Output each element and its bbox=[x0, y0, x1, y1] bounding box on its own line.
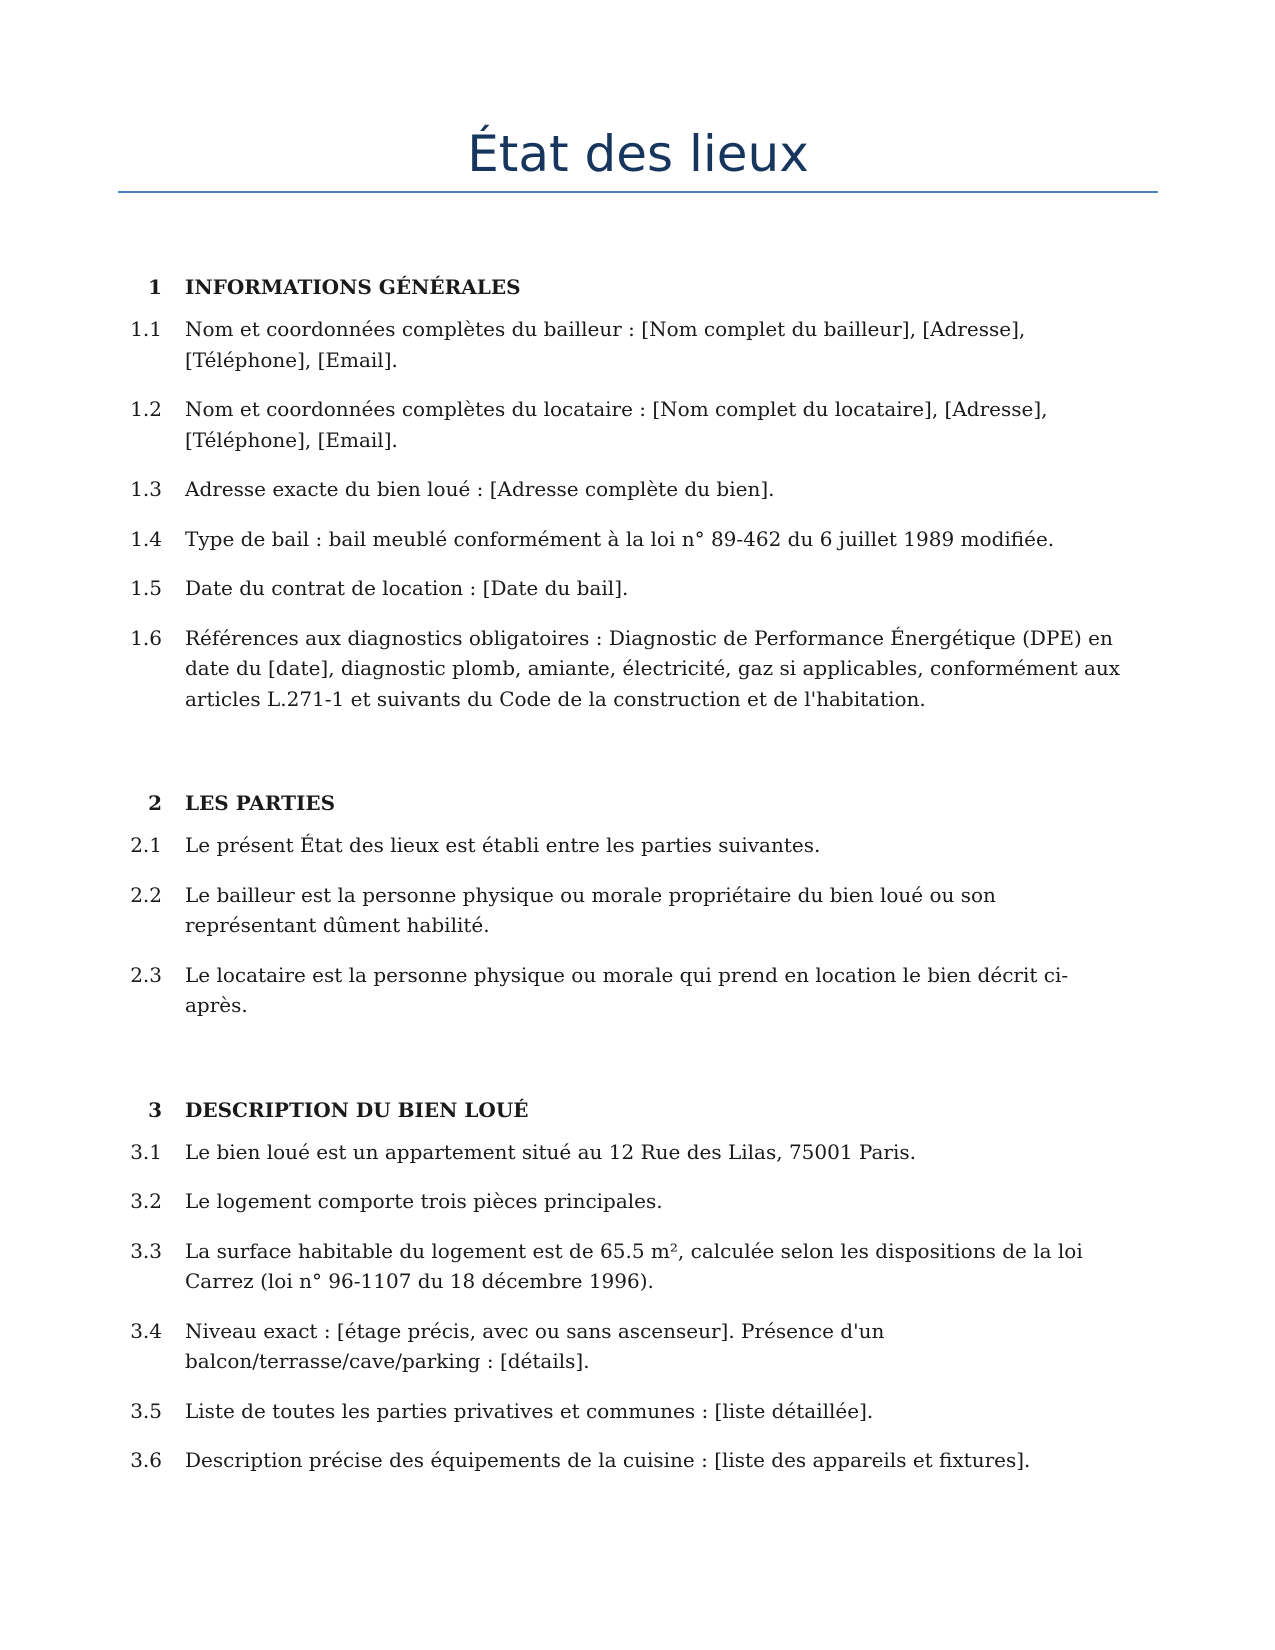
clause bbox=[0, 830, 1275, 861]
section-heading bbox=[0, 272, 1275, 314]
clause-number: 1.5 bbox=[130, 576, 162, 600]
clause bbox=[0, 1137, 1275, 1168]
clause-number: 2.1 bbox=[130, 833, 162, 857]
clause-number: 3.5 bbox=[130, 1398, 162, 1423]
clause-number: 1.6 bbox=[130, 625, 162, 650]
clause-text: Le présent État des lieux est établi entre les parties suivantes. bbox=[185, 833, 821, 857]
section-general-information bbox=[0, 272, 1275, 714]
clause bbox=[0, 524, 1275, 555]
section-title: DESCRIPTION DU BIEN LOUÉ bbox=[185, 1097, 529, 1122]
clause-text: Le bailleur est la personne physique ou morale propriétaire du bien loué ou son représentant dûment habilité. bbox=[185, 882, 996, 937]
clause-text: Le bien loué est un appartement situé au 12 Rue des Lilas, 75001 Paris. bbox=[185, 1139, 916, 1164]
section-number: 2 bbox=[148, 791, 162, 815]
clause bbox=[0, 314, 1275, 375]
clause-number: 2.3 bbox=[130, 962, 162, 987]
clause-number: 1.3 bbox=[130, 477, 162, 501]
clause bbox=[0, 474, 1275, 505]
section-title: INFORMATIONS GÉNÉRALES bbox=[185, 275, 521, 299]
clause-text: Références aux diagnostics obligatoires : Diagnostic de Performance Énergétique (DPE) en date du [date], diagnostic plomb, amiante, électricité, gaz si applicables, conformément aux articles L.271-1 et suivants du Code de la construction et de l'habitation. bbox=[185, 625, 1121, 711]
section-heading bbox=[0, 788, 1275, 830]
section-spacer bbox=[0, 1040, 1275, 1095]
clause-number: 1.2 bbox=[130, 397, 162, 421]
clause-text: Adresse exacte du bien loué : [Adresse complète du bien]. bbox=[185, 477, 775, 501]
clause-text: Liste de toutes les parties privatives et communes : [liste détaillée]. bbox=[185, 1398, 874, 1423]
clause-number: 1.4 bbox=[130, 526, 162, 551]
clause-text: Le locataire est la personne physique ou morale qui prend en location le bien décrit ci-après. bbox=[185, 962, 1069, 1017]
clause-number: 3.3 bbox=[130, 1238, 162, 1263]
clause bbox=[0, 880, 1275, 941]
clause bbox=[0, 573, 1275, 604]
clause-text: Nom et coordonnées complètes du bailleur : [Nom complet du bailleur], [Adresse], [Téléphone], [Email]. bbox=[185, 317, 1026, 372]
clause bbox=[0, 1396, 1275, 1427]
clause-number: 1.1 bbox=[130, 317, 162, 341]
clause-text: Type de bail : bail meublé conformément à la loi n° 89-462 du 6 juillet 1989 modifiée. bbox=[185, 526, 1055, 551]
document-body bbox=[0, 272, 1275, 1495]
clause-text: La surface habitable du logement est de 65.5 m², calculée selon les dispositions de la loi Carrez (loi n° 96-1107 du 18 décembre 1996). bbox=[185, 1238, 1083, 1293]
section-parties bbox=[0, 788, 1275, 1021]
clause-text: Le logement comporte trois pièces principales. bbox=[185, 1189, 663, 1213]
clause-number: 3.6 bbox=[130, 1448, 162, 1472]
section-title: LES PARTIES bbox=[185, 791, 336, 815]
document-title: État des lieux bbox=[467, 125, 809, 183]
clause bbox=[0, 1445, 1275, 1476]
clause bbox=[0, 1316, 1275, 1377]
clause bbox=[0, 394, 1275, 455]
clause-number: 2.2 bbox=[130, 882, 162, 907]
clause bbox=[0, 960, 1275, 1021]
clause-text: Nom et coordonnées complètes du locataire : [Nom complet du locataire], [Adresse], [Téléphone], [Email]. bbox=[185, 397, 1048, 452]
section-spacer bbox=[0, 733, 1275, 788]
section-number: 1 bbox=[148, 275, 162, 299]
clause bbox=[0, 1186, 1275, 1217]
clause-text: Description précise des équipements de la cuisine : [liste des appareils et fixtures]. bbox=[185, 1448, 1031, 1472]
clause-number: 3.1 bbox=[130, 1139, 162, 1164]
clause bbox=[0, 1236, 1275, 1297]
title-divider bbox=[118, 191, 1158, 193]
section-property-description bbox=[0, 1095, 1275, 1476]
section-number: 3 bbox=[148, 1097, 162, 1122]
clause-number: 3.2 bbox=[130, 1189, 162, 1213]
section-heading bbox=[0, 1095, 1275, 1137]
clause-number: 3.4 bbox=[130, 1318, 162, 1343]
clause bbox=[0, 623, 1275, 715]
clause-text: Date du contrat de location : [Date du bail]. bbox=[185, 576, 629, 600]
clause-text: Niveau exact : [étage précis, avec ou sans ascenseur]. Présence d'un balcon/terrasse/cave/parking : [détails]. bbox=[185, 1318, 885, 1373]
